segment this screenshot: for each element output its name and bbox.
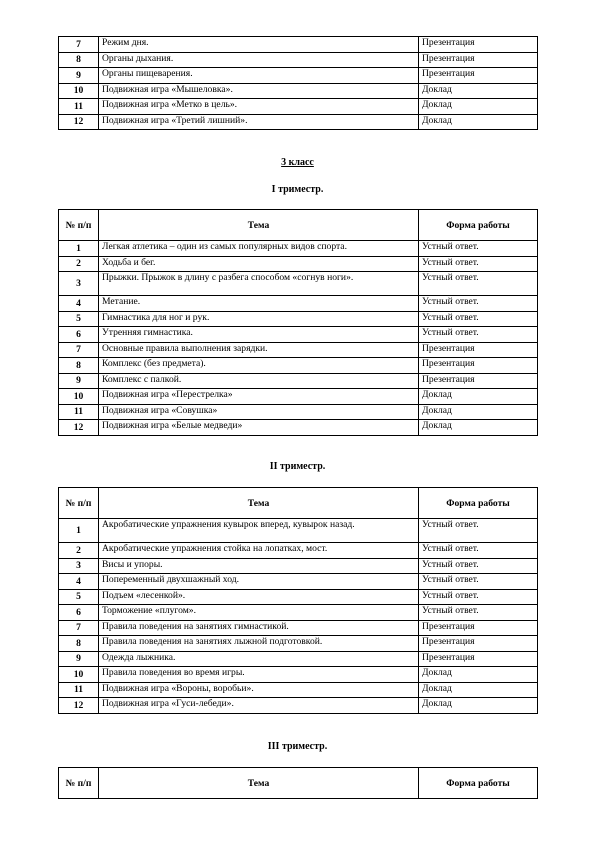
table-row bbox=[59, 241, 538, 257]
row-number: 8 bbox=[59, 52, 99, 68]
row-topic: Прыжки. Прыжок в длину с разбега способом «согнув ноги». bbox=[99, 272, 419, 296]
row-number: 5 bbox=[59, 311, 99, 327]
row-topic: Гимнастика для ног и рук. bbox=[99, 311, 419, 327]
row-form: Устный ответ. bbox=[419, 311, 538, 327]
row-form: Доклад bbox=[419, 99, 538, 115]
table-row bbox=[59, 311, 538, 327]
row-form: Устный ответ. bbox=[419, 241, 538, 257]
row-form: Презентация bbox=[419, 68, 538, 84]
table-row bbox=[59, 682, 538, 698]
table-row bbox=[59, 651, 538, 667]
top-table-body bbox=[59, 37, 538, 130]
row-topic: Ходьба и бег. bbox=[99, 256, 419, 272]
row-number: 11 bbox=[59, 404, 99, 420]
trimester3-title: III триместр. bbox=[267, 741, 328, 752]
table-row bbox=[59, 404, 538, 420]
table-row bbox=[59, 698, 538, 714]
row-number: 10 bbox=[59, 389, 99, 405]
table-row bbox=[59, 272, 538, 296]
row-topic: Комплекс (без предмета). bbox=[99, 358, 419, 374]
row-number: 7 bbox=[59, 342, 99, 358]
top-table bbox=[58, 36, 538, 130]
header-num: № п/п bbox=[59, 488, 99, 519]
table-row bbox=[59, 114, 538, 130]
row-number: 2 bbox=[59, 256, 99, 272]
row-topic: Подвижная игра «Мышеловка». bbox=[99, 83, 419, 99]
row-form: Доклад bbox=[419, 420, 538, 436]
row-topic: Основные правила выполнения зарядки. bbox=[99, 342, 419, 358]
header-form: Форма работы bbox=[419, 210, 538, 241]
table-row bbox=[59, 358, 538, 374]
table-row bbox=[59, 52, 538, 68]
table-row bbox=[59, 589, 538, 605]
row-number: 5 bbox=[59, 589, 99, 605]
row-form: Презентация bbox=[419, 358, 538, 374]
row-form: Презентация bbox=[419, 342, 538, 358]
row-form: Презентация bbox=[419, 37, 538, 53]
row-number: 12 bbox=[59, 420, 99, 436]
table-row bbox=[59, 636, 538, 652]
row-number: 8 bbox=[59, 358, 99, 374]
row-number: 7 bbox=[59, 37, 99, 53]
header-form: Форма работы bbox=[419, 488, 538, 519]
trimester3-table bbox=[58, 767, 538, 799]
row-topic: Торможение «плугом». bbox=[99, 605, 419, 621]
table-row bbox=[59, 605, 538, 621]
table-row bbox=[59, 574, 538, 590]
row-number: 8 bbox=[59, 636, 99, 652]
row-number: 7 bbox=[59, 620, 99, 636]
row-number: 9 bbox=[59, 373, 99, 389]
table-row bbox=[59, 373, 538, 389]
row-topic: Подвижная игра «Перестрелка» bbox=[99, 389, 419, 405]
table-row bbox=[59, 99, 538, 115]
row-topic: Попеременный двухшажный ход. bbox=[99, 574, 419, 590]
row-number: 11 bbox=[59, 99, 99, 115]
row-form: Устный ответ. bbox=[419, 558, 538, 574]
row-number: 9 bbox=[59, 651, 99, 667]
row-topic: Правила поведения на занятиях лыжной подготовкой. bbox=[99, 636, 419, 652]
row-form: Устный ответ. bbox=[419, 574, 538, 590]
trimester1-title: I триместр. bbox=[271, 184, 324, 195]
table-row bbox=[59, 342, 538, 358]
row-form: Презентация bbox=[419, 651, 538, 667]
row-form: Устный ответ. bbox=[419, 327, 538, 343]
trimester1-table bbox=[58, 209, 538, 436]
row-number: 9 bbox=[59, 68, 99, 84]
row-number: 12 bbox=[59, 698, 99, 714]
row-number: 11 bbox=[59, 682, 99, 698]
trimester1-table-body bbox=[59, 241, 538, 436]
row-number: 2 bbox=[59, 543, 99, 559]
row-topic: Подвижная игра «Третий лишний». bbox=[99, 114, 419, 130]
table-row bbox=[59, 420, 538, 436]
row-topic: Акробатические упражнения кувырок вперед, кувырок назад. bbox=[99, 519, 419, 543]
row-form: Устный ответ. bbox=[419, 519, 538, 543]
row-number: 10 bbox=[59, 667, 99, 683]
table-row bbox=[59, 543, 538, 559]
row-form: Доклад bbox=[419, 83, 538, 99]
row-form: Презентация bbox=[419, 52, 538, 68]
class-heading: 3 класс bbox=[281, 157, 314, 168]
row-form: Устный ответ. bbox=[419, 543, 538, 559]
row-topic: Легкая атлетика – один из самых популярных видов спорта. bbox=[99, 241, 419, 257]
row-topic: Правила поведения во время игры. bbox=[99, 667, 419, 683]
row-topic: Подвижная игра «Гуси-лебеди». bbox=[99, 698, 419, 714]
row-number: 3 bbox=[59, 558, 99, 574]
row-topic: Подъем «лесенкой». bbox=[99, 589, 419, 605]
row-number: 4 bbox=[59, 574, 99, 590]
row-form: Устный ответ. bbox=[419, 256, 538, 272]
row-form: Доклад bbox=[419, 114, 538, 130]
row-number: 4 bbox=[59, 296, 99, 312]
row-topic: Утренняя гимнастика. bbox=[99, 327, 419, 343]
row-topic: Висы и упоры. bbox=[99, 558, 419, 574]
trimester2-table bbox=[58, 487, 538, 714]
row-number: 1 bbox=[59, 519, 99, 543]
row-form: Презентация bbox=[419, 620, 538, 636]
row-topic: Правила поведения на занятиях гимнастикой. bbox=[99, 620, 419, 636]
row-topic: Акробатические упражнения стойка на лопатках, мост. bbox=[99, 543, 419, 559]
row-topic: Органы пищеварения. bbox=[99, 68, 419, 84]
table-row bbox=[59, 256, 538, 272]
row-topic: Одежда лыжника. bbox=[99, 651, 419, 667]
row-number: 10 bbox=[59, 83, 99, 99]
row-number: 6 bbox=[59, 605, 99, 621]
row-form: Устный ответ. bbox=[419, 605, 538, 621]
row-form: Устный ответ. bbox=[419, 272, 538, 296]
table-row bbox=[59, 667, 538, 683]
row-form: Презентация bbox=[419, 636, 538, 652]
row-number: 6 bbox=[59, 327, 99, 343]
header-form: Форма работы bbox=[419, 768, 538, 799]
row-number: 12 bbox=[59, 114, 99, 130]
row-topic: Режим дня. bbox=[99, 37, 419, 53]
trimester2-table-body bbox=[59, 519, 538, 714]
row-form: Устный ответ. bbox=[419, 589, 538, 605]
row-form: Доклад bbox=[419, 667, 538, 683]
table-row bbox=[59, 558, 538, 574]
row-number: 1 bbox=[59, 241, 99, 257]
table-row bbox=[59, 37, 538, 53]
header-num: № п/п bbox=[59, 210, 99, 241]
table-row bbox=[59, 519, 538, 543]
row-form: Устный ответ. bbox=[419, 296, 538, 312]
trimester2-title: II триместр. bbox=[269, 461, 326, 472]
row-topic: Органы дыхания. bbox=[99, 52, 419, 68]
row-form: Доклад bbox=[419, 698, 538, 714]
header-num: № п/п bbox=[59, 768, 99, 799]
row-number: 3 bbox=[59, 272, 99, 296]
row-topic: Подвижная игра «Белые медведи» bbox=[99, 420, 419, 436]
row-form: Доклад bbox=[419, 404, 538, 420]
row-topic: Подвижная игра «Метко в цель». bbox=[99, 99, 419, 115]
header-topic: Тема bbox=[99, 768, 419, 799]
table-row bbox=[59, 327, 538, 343]
header-topic: Тема bbox=[99, 210, 419, 241]
table-row bbox=[59, 83, 538, 99]
row-form: Доклад bbox=[419, 682, 538, 698]
header-topic: Тема bbox=[99, 488, 419, 519]
table-row bbox=[59, 296, 538, 312]
table-row bbox=[59, 68, 538, 84]
row-topic: Подвижная игра «Совушка» bbox=[99, 404, 419, 420]
row-topic: Подвижная игра «Вороны, воробьи». bbox=[99, 682, 419, 698]
row-form: Доклад bbox=[419, 389, 538, 405]
row-form: Презентация bbox=[419, 373, 538, 389]
row-topic: Комплекс с палкой. bbox=[99, 373, 419, 389]
row-topic: Метание. bbox=[99, 296, 419, 312]
table-row bbox=[59, 389, 538, 405]
table-row bbox=[59, 620, 538, 636]
